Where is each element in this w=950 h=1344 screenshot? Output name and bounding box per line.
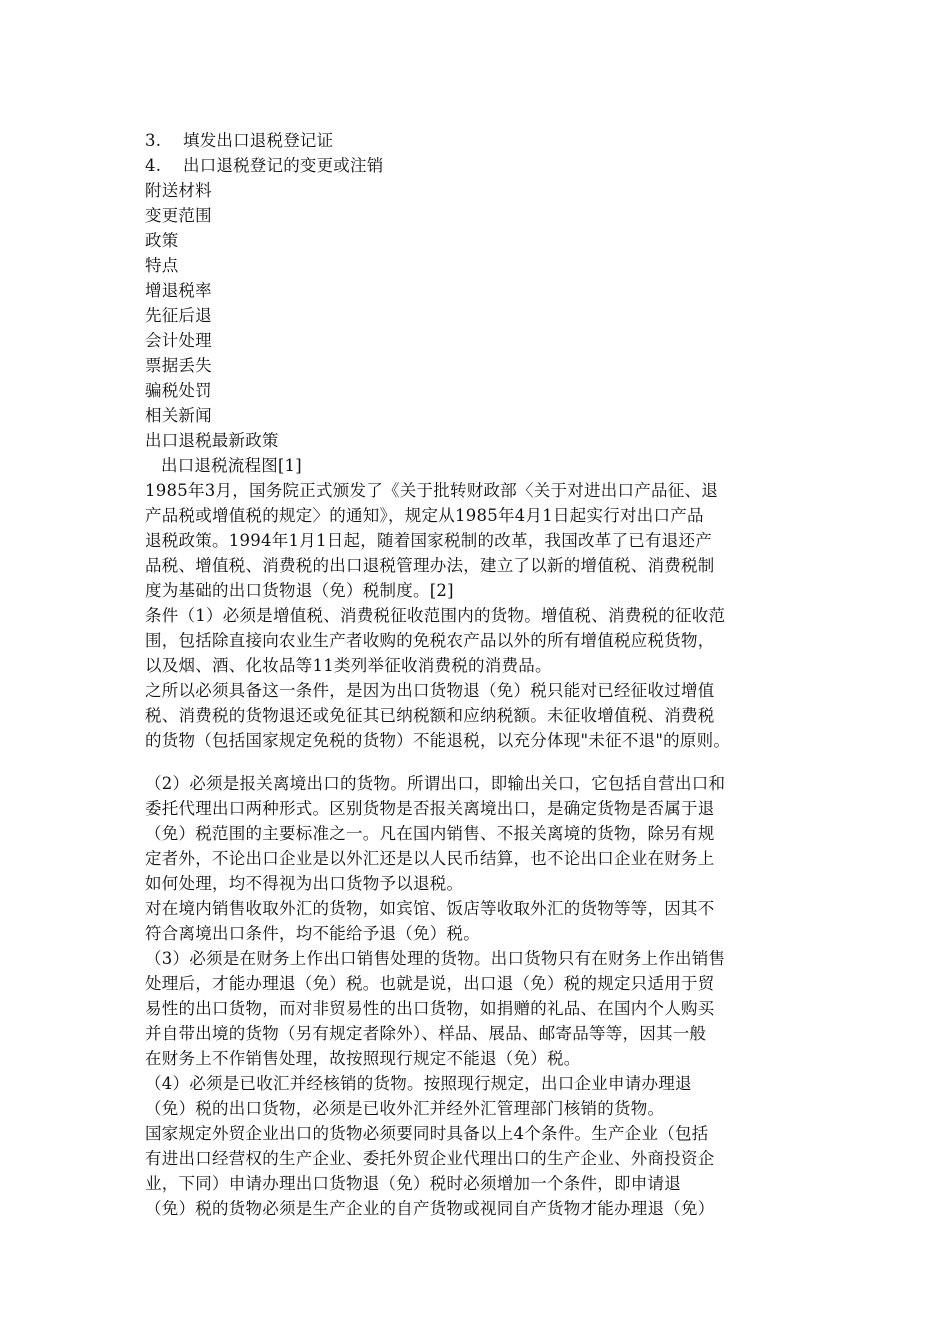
toc-item-label: 填发出口退税登记证	[183, 131, 334, 150]
paragraph	[145, 1071, 810, 1121]
paragraph-line: （免）税的货物必须是生产企业的自产货物或视同自产货物才能办理退（免）	[145, 1199, 715, 1218]
toc-item-number: 3.	[145, 131, 162, 150]
paragraph-line: 业，下同）申请办理出口货物退（免）税时必须增加一个条件，即申请退	[145, 1174, 681, 1193]
paragraph-line: 符合离境出口条件，均不能给予退（免）税。	[145, 924, 480, 943]
paragraph-line: 有进出口经营权的生产企业、委托外贸企业代理出口的生产企业、外商投资企	[145, 1149, 715, 1168]
paragraph-line: 的货物（包括国家规定免税的货物）不能退税，以充分体现"未征不退"的原则。	[145, 731, 731, 750]
toc-item[interactable]	[145, 153, 810, 178]
paragraph-line: 易性的出口货物，而对非贸易性的出口货物，如捐赠的礼品、在国内个人购买	[145, 999, 715, 1018]
toc-link[interactable]: 变更范围	[145, 206, 212, 225]
toc-link[interactable]: 先征后退	[145, 306, 212, 325]
paragraph-line: 并自带出境的货物（另有规定者除外）、样品、展品、邮寄品等等，因其一般	[145, 1024, 707, 1043]
paragraph-line: 围，包括除直接向农业生产者收购的免税农产品以外的所有增值税应税货物，	[145, 631, 715, 650]
toc-link[interactable]: 特点	[145, 256, 179, 275]
toc-link[interactable]: 增退税率	[145, 281, 212, 300]
blank-line	[145, 753, 810, 771]
paragraph	[145, 946, 810, 1071]
paragraph-line: 度为基础的出口货物退（免）税制度。[2]	[145, 581, 454, 600]
toc-link[interactable]: 相关新闻	[145, 406, 212, 425]
paragraph-line: 条件（1）必须是增值税、消费税征收范围内的货物。增值税、消费税的征收范	[145, 606, 726, 625]
toc-item-label: 出口退税登记的变更或注销	[183, 156, 384, 175]
paragraph-line: 处理后，才能办理退（免）税。也就是说，出口退（免）税的规定只适用于贸	[145, 974, 715, 993]
paragraph-line: 1985年3月，国务院正式颁发了《关于批转财政部〈关于对进出口产品征、退	[145, 481, 718, 500]
toc-link[interactable]: 骗税处罚	[145, 381, 212, 400]
paragraph-line: （3）必须是在财务上作出口销售处理的货物。出口货物只有在财务上作出销售	[145, 949, 726, 968]
toc-item[interactable]	[145, 128, 810, 153]
paragraph	[145, 771, 810, 896]
paragraph	[145, 603, 810, 678]
paragraph-line: 在财务上不作销售处理，故按照现行规定不能退（免）税。	[145, 1049, 581, 1068]
paragraph-line: （免）税的出口货物，必须是已收外汇并经外汇管理部门核销的货物。	[145, 1099, 665, 1118]
paragraph-line: 产品税或增值税的规定〉的通知》，规定从1985年4月1日起实行对出口产品	[145, 506, 704, 525]
paragraph	[145, 1121, 810, 1221]
paragraph	[145, 896, 810, 946]
paragraph	[145, 478, 810, 603]
paragraph	[145, 678, 810, 753]
figure-caption: 出口退税流程图[1]	[161, 456, 302, 475]
toc-link[interactable]: 出口退税最新政策	[145, 431, 279, 450]
toc-link[interactable]: 附送材料	[145, 181, 212, 200]
paragraph-line: 退税政策。1994年1月1日起，随着国家税制的改革，我国改革了已有退还产	[145, 531, 712, 550]
toc-link[interactable]: 会计处理	[145, 331, 212, 350]
document-page	[145, 128, 810, 1221]
paragraph-line: （2）必须是报关离境出口的货物。所谓出口，即输出关口，它包括自营出口和	[145, 774, 726, 793]
paragraph-line: （免）税范围的主要标准之一。凡在国内销售、不报关离境的货物，除另有规	[145, 824, 715, 843]
paragraph-line: （4）必须是已收汇并经核销的货物。按照现行规定，出口企业申请办理退	[145, 1074, 692, 1093]
paragraph-line: 之所以必须具备这一条件，是因为出口货物退（免）税只能对已经征收过增值	[145, 681, 715, 700]
paragraph-line: 对在境内销售收取外汇的货物，如宾馆、饭店等收取外汇的货物等等，因其不	[145, 899, 715, 918]
paragraph-line: 委托代理出口两种形式。区别货物是否报关离境出口，是确定货物是否属于退	[145, 799, 715, 818]
paragraph-line: 如何处理，均不得视为出口货物予以退税。	[145, 874, 464, 893]
toc-item-number: 4.	[145, 156, 162, 175]
toc-link[interactable]: 政策	[145, 231, 179, 250]
paragraph-line: 国家规定外贸企业出口的货物必须要同时具备以上4个条件。生产企业（包括	[145, 1124, 709, 1143]
paragraph-line: 税、消费税的货物退还或免征其已纳税额和应纳税额。未征收增值税、消费税	[145, 706, 715, 725]
toc-link[interactable]: 票据丢失	[145, 356, 212, 375]
paragraph-line: 定者外，不论出口企业是以外汇还是以人民币结算，也不论出口企业在财务上	[145, 849, 715, 868]
paragraph-line: 品税、增值税、消费税的出口退税管理办法，建立了以新的增值税、消费税制	[145, 556, 715, 575]
paragraph-line: 以及烟、酒、化妆品等11类列举征收消费税的消费品。	[145, 656, 552, 675]
